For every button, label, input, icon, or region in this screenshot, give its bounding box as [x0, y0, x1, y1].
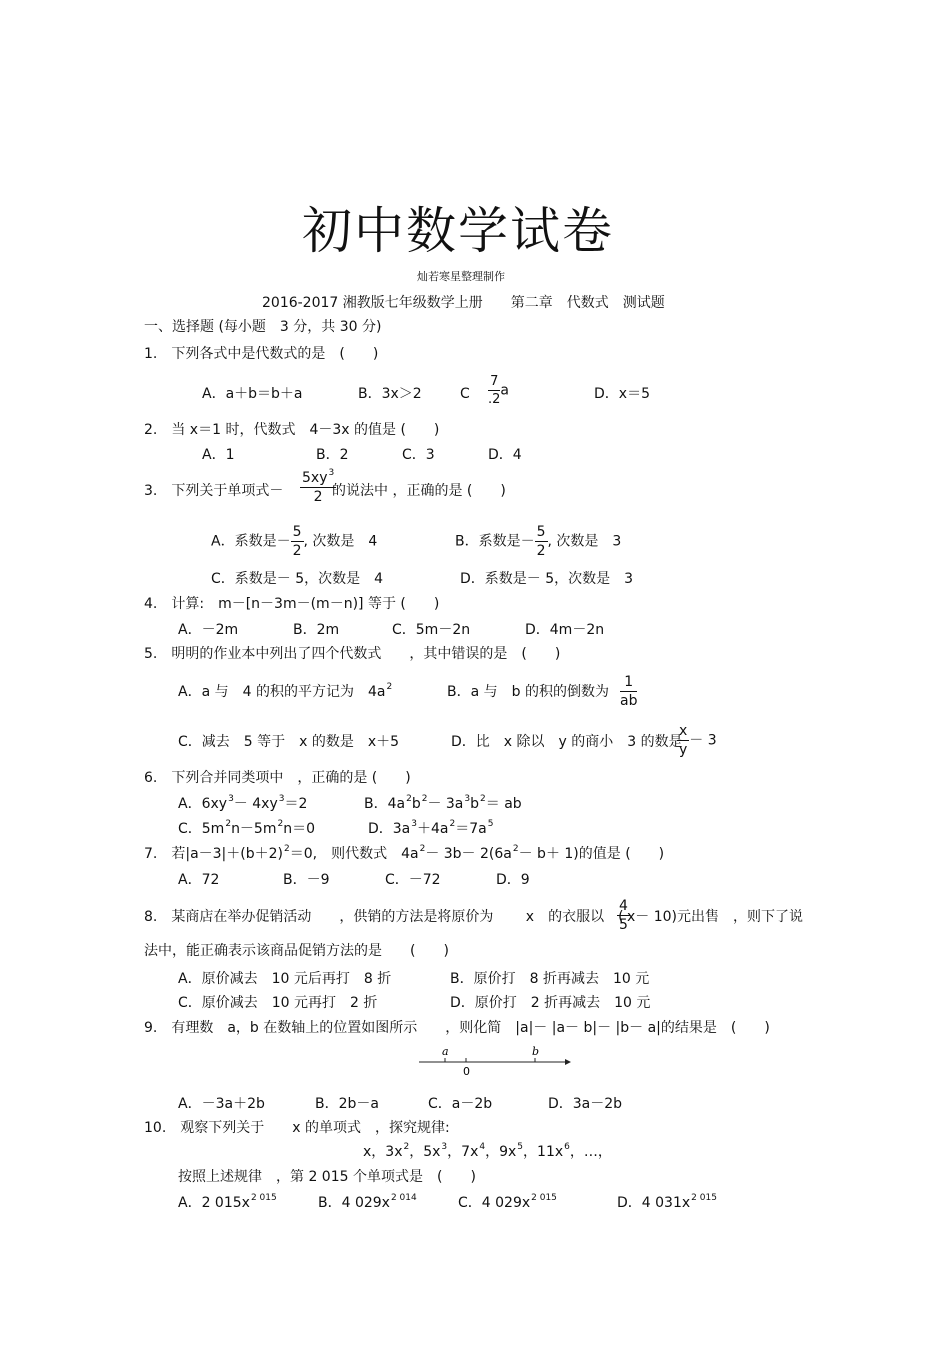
q10-b-exp: 2 014	[390, 1193, 417, 1203]
q3-stem-pre: 3. 下列关于单项式－	[144, 483, 284, 499]
q8-option-b: B．原价打 8 折再减去 10 元	[450, 971, 650, 987]
q10-seq-term: ，7x	[447, 1144, 479, 1160]
q10-seq-term: ，11x	[523, 1144, 564, 1160]
q3-frac-numerator-exp: 3	[328, 468, 335, 478]
q8-frac-numerator: 4	[619, 898, 628, 914]
q3-frac-denominator: 2	[313, 489, 323, 505]
q4-option-b: B．2m	[293, 622, 340, 638]
q1-c-variable: a	[500, 382, 509, 399]
q5-option-d-fraction	[677, 724, 717, 757]
q10-b-base: B．4 029x	[318, 1195, 390, 1211]
q10-c-base: C．4 029x	[458, 1195, 531, 1211]
q6-b-part: b	[470, 796, 480, 812]
axis-label-a: a	[442, 1045, 449, 1058]
q1-c-numerator: 7	[488, 375, 500, 391]
q10-seq-exp: 6	[564, 1142, 570, 1152]
q6-b-part: B．4a	[364, 796, 406, 812]
q6-b-part: － 3a	[427, 796, 464, 812]
q7-stem-exp: 2	[284, 844, 290, 854]
q2-stem: 2. 当 x＝1 时，代数式 4－3x 的值是 ( )	[144, 422, 440, 438]
q4-option-a: A．－2m	[178, 622, 239, 638]
q10-sequence	[363, 1142, 612, 1160]
q10-d-base: D．4 031x	[617, 1195, 691, 1211]
q3-b-post: , 次数是 3	[547, 533, 622, 550]
q6-a-part: － 4xy	[233, 796, 278, 812]
q10-a-exp: 2 015	[250, 1193, 277, 1203]
q6-d-part: D．3a	[368, 821, 411, 837]
q6-c-exp: 2	[277, 819, 284, 829]
q1-option-c-fraction	[488, 375, 509, 406]
q10-seq-term: x，3x	[363, 1144, 403, 1160]
q7-stem-exp: 2	[512, 844, 519, 854]
q6-c-part: n＝0	[283, 821, 315, 837]
q3-b-numerator: 5	[536, 524, 546, 540]
q3-option-a	[211, 525, 377, 558]
q10-seq-term: ，5x	[409, 1144, 441, 1160]
q1-stem: 1. 下列各式中是代数式的是 ( )	[144, 346, 379, 362]
q5-option-b-text: B．a 与 b 的积的倒数为	[447, 684, 609, 700]
q1-option-a: A．a＋b＝b＋a	[202, 386, 303, 402]
q5-option-c: C．减去 5 等于 x 的数是 x＋5	[178, 734, 400, 750]
q6-b-part: ＝ ab	[485, 796, 522, 812]
q7-option-d: D．9	[496, 872, 530, 888]
q8-stem-pre: 8. 某商店在举办促销活动 ，供销的方法是将原价为 x 的衣服以 (	[144, 909, 624, 925]
q7-option-b: B．－9	[283, 872, 330, 888]
axis-label-zero: 0	[463, 1065, 470, 1078]
q7-option-c: C．－72	[385, 872, 441, 888]
q6-b-exp: 3	[464, 794, 471, 804]
q8-option-a: A．原价减去 10 元后再打 8 折	[178, 971, 392, 987]
q4-option-d: D．4m－2n	[525, 622, 605, 638]
q9-option-a: A．－3a＋2b	[178, 1096, 265, 1112]
q6-b-exp: 2	[421, 794, 428, 804]
q6-option-c	[178, 819, 315, 837]
q4-stem: 4. 计算: m－[n－3m－(m－n)] 等于 ( )	[144, 596, 440, 612]
q9-option-b: B．2b－a	[315, 1096, 379, 1112]
q6-a-exp: 3	[278, 794, 285, 804]
q10-seq-term: ，9x	[485, 1144, 517, 1160]
q3-a-post: , 次数是 4	[303, 533, 378, 550]
number-line-figure	[415, 1042, 575, 1078]
q10-seq-exp: 2	[403, 1142, 410, 1152]
q9-option-d: D．3a－2b	[548, 1096, 623, 1112]
q6-d-exp: 2	[449, 819, 456, 829]
q3-option-b	[455, 525, 621, 558]
q3-a-numerator: 5	[292, 524, 302, 540]
q6-a-part: A．6xy	[178, 796, 228, 812]
q3-frac-numerator: 5xy	[302, 470, 328, 486]
q3-stem-post: 的说法中 ，正确的是 ( )	[332, 483, 506, 499]
q5-stem: 5. 明明的作业本中列出了四个代数式 ，其中错误的是 ( )	[144, 646, 561, 662]
q4-option-c: C．5m－2n	[392, 622, 471, 638]
q1-c-denominator: .2	[488, 392, 501, 407]
q7-option-a: A．72	[178, 872, 220, 888]
q6-option-b	[364, 794, 522, 812]
q10-d-exp: 2 015	[691, 1193, 717, 1203]
q8-frac-denominator: 5	[619, 917, 628, 933]
q8-option-c: C．原价减去 10 元再打 2 折	[178, 995, 378, 1011]
axis-label-b: b	[532, 1045, 540, 1058]
q10-stem: 10. 观察下列关于 x 的单项式 ，探究规律:	[144, 1120, 450, 1136]
q3-monomial-fraction	[300, 468, 336, 505]
q7-stem-exp: 2	[419, 844, 426, 854]
q5-b-numerator: 1	[620, 675, 637, 692]
number-line-arrow	[565, 1059, 571, 1065]
q2-option-d: D．4	[488, 447, 522, 463]
exam-title: 2016-2017 湘教版七年级数学上册 第二章 代数式 测试题	[262, 295, 665, 311]
q10-seq-exp: 3	[441, 1142, 448, 1152]
q3-a-denominator: 2	[292, 543, 302, 559]
q3-option-d: D．系数是－ 5，次数是 3	[460, 571, 634, 587]
q3-a-pre: A．系数是－	[211, 533, 291, 550]
q2-option-a: A．1	[202, 447, 235, 463]
q10-seq-term: ，…，	[569, 1144, 612, 1160]
q7-stem-part: － b＋ 1)的值是 ( )	[518, 846, 665, 862]
q9-stem: 9. 有理数 a，b 在数轴上的位置如图所示 ，则化简 |a|－ |a－ b|－ |b－ a|的结果是 ( )	[144, 1020, 770, 1036]
q5-option-a	[178, 682, 393, 700]
q9-option-c: C．a－2b	[428, 1096, 493, 1112]
q6-d-exp: 3	[411, 819, 418, 829]
q7-stem-part: － 3b－ 2(6a	[425, 846, 512, 862]
q6-d-part: ＋4a	[417, 821, 449, 837]
q5-a-exp: 2	[386, 682, 393, 692]
q6-a-exp: 3	[228, 794, 234, 804]
q5-b-denominator: ab	[620, 693, 638, 709]
q8-stem-post: x－ 10)元出售 ，则下了说	[627, 909, 804, 925]
q1-option-d: D．x＝5	[594, 386, 650, 402]
q6-b-exp: 2	[406, 794, 412, 804]
q7-stem-part: ＝0, 则代数式 4a	[289, 846, 419, 862]
q5-a-text: A．a 与 4 的积的平方记为 4a	[178, 684, 386, 700]
q3-option-c: C．系数是－ 5，次数是 4	[211, 571, 384, 587]
producer-note: 灿若寒星整理制作	[417, 270, 505, 283]
q10-c-exp: 2 015	[531, 1193, 557, 1203]
q5-option-b-fraction	[620, 675, 637, 708]
q10-option-b	[318, 1193, 417, 1211]
q10-seq-exp: 4	[479, 1142, 486, 1152]
q2-option-b: B．2	[316, 447, 349, 463]
q10-option-c	[458, 1193, 557, 1211]
q1-option-b: B．3x＞2	[358, 386, 422, 402]
q5-d-post: － 3	[689, 732, 717, 749]
q6-option-d	[368, 819, 494, 837]
q6-stem: 6. 下列合并同类项中 ，正确的是 ( )	[144, 770, 411, 786]
page-title: 初中数学试卷	[302, 202, 614, 260]
q2-option-c: C．3	[402, 447, 435, 463]
q10-seq-exp: 5	[517, 1142, 524, 1152]
q8-option-d: D．原价打 2 折再减去 10 元	[450, 995, 651, 1011]
q5-d-numerator: x	[679, 723, 688, 739]
q6-c-part: C．5m	[178, 821, 225, 837]
q10-a-base: A．2 015x	[178, 1195, 250, 1211]
q6-b-exp: 2	[480, 794, 486, 804]
section-heading: 一、选择题 (每小题 3 分，共 30 分)	[144, 319, 382, 335]
q10-option-a	[178, 1193, 277, 1211]
q10-rule: 按照上述规律 ，第 2 015 个单项式是 ( )	[178, 1169, 476, 1185]
q7-stem-part: 7. 若|a－3|＋(b＋2)	[144, 846, 283, 862]
q10-option-d	[617, 1193, 717, 1211]
q3-b-denominator: 2	[536, 543, 546, 559]
q6-c-exp: 2	[225, 819, 232, 829]
q5-d-denominator: y	[679, 742, 688, 758]
q3-b-pre: B．系数是－	[455, 533, 535, 550]
q6-option-a	[178, 794, 308, 812]
q6-b-part: b	[411, 796, 421, 812]
q6-d-exp: 5	[487, 819, 494, 829]
q6-d-part: ＝7a	[455, 821, 487, 837]
q6-a-part: ＝2	[284, 796, 308, 812]
q7-stem	[144, 844, 665, 862]
q8-stem-line2: 法中，能正确表示该商品促销方法的是 ( )	[144, 943, 449, 959]
q1-option-c-label: C	[460, 386, 470, 402]
q5-option-d-text: D．比 x 除以 y 的商小 3 的数是	[451, 734, 683, 750]
q6-c-part: n－5m	[231, 821, 277, 837]
